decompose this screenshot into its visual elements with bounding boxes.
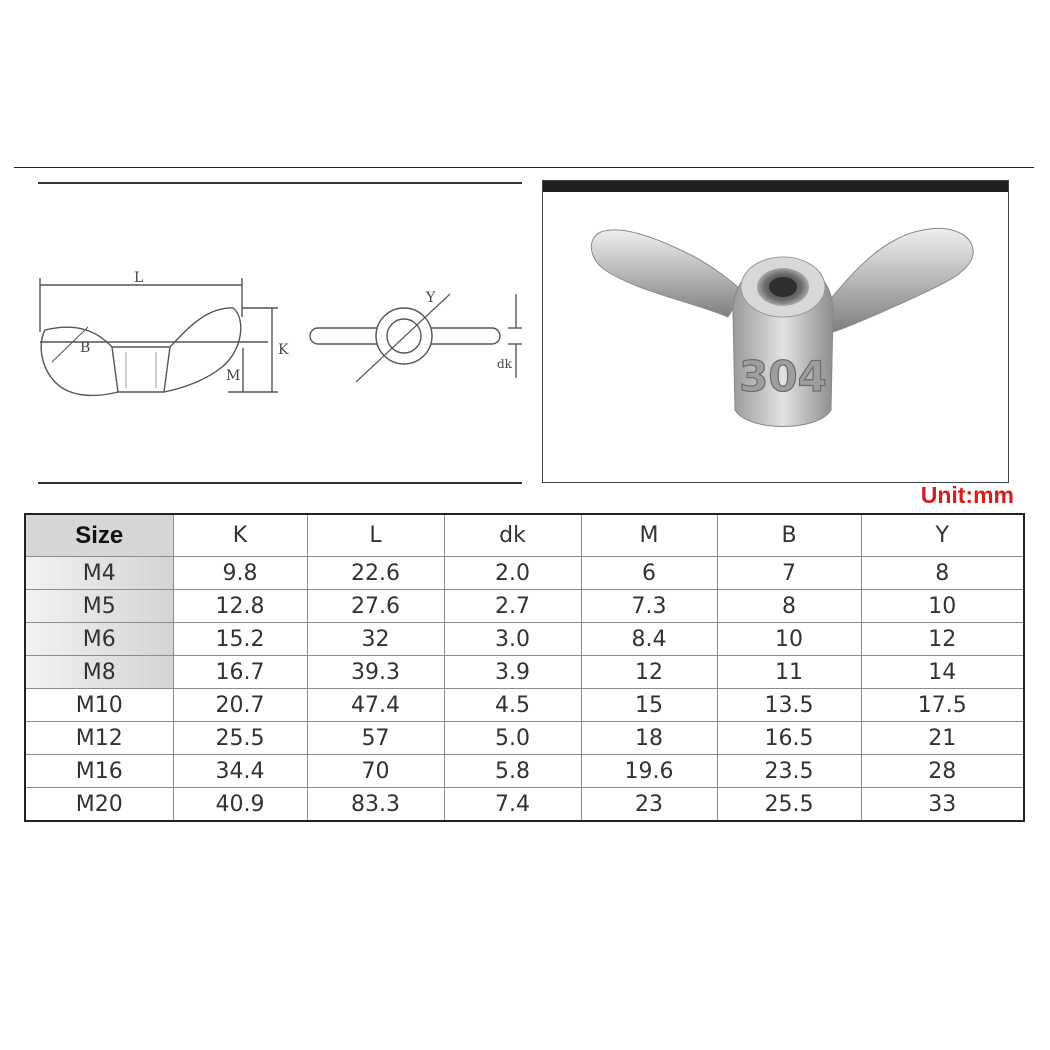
table-row: [25, 722, 1024, 755]
label-B: B: [80, 340, 91, 356]
cell-K: 40.9: [173, 788, 307, 822]
cell-size: M12: [25, 722, 173, 755]
cell-L: 39.3: [307, 656, 444, 689]
nut-body-front: [112, 347, 170, 392]
cell-L: 27.6: [307, 590, 444, 623]
cell-Y: 21: [861, 722, 1024, 755]
table-row: [25, 656, 1024, 689]
table-row: [25, 590, 1024, 623]
cell-K: 15.2: [173, 623, 307, 656]
label-L: L: [134, 270, 144, 286]
cell-L: 22.6: [307, 557, 444, 590]
cell-Y: 14: [861, 656, 1024, 689]
header-dk: dk: [444, 514, 581, 557]
stamp-text: 304: [739, 352, 827, 401]
header-K: K: [173, 514, 307, 557]
header-size: Size: [25, 514, 173, 557]
cell-B: 16.5: [717, 722, 861, 755]
cell-M: 12: [581, 656, 717, 689]
table-row: [25, 755, 1024, 788]
table-row: [25, 788, 1024, 822]
cell-size: M8: [25, 656, 173, 689]
cell-dk: 2.7: [444, 590, 581, 623]
cell-L: 57: [307, 722, 444, 755]
top-divider: [14, 167, 1034, 168]
header-B: B: [717, 514, 861, 557]
cell-dk: 5.8: [444, 755, 581, 788]
header-L: L: [307, 514, 444, 557]
cell-K: 20.7: [173, 689, 307, 722]
cell-B: 11: [717, 656, 861, 689]
cell-dk: 4.5: [444, 689, 581, 722]
cell-B: 8: [717, 590, 861, 623]
spec-table: [24, 513, 1025, 822]
cell-size: M6: [25, 623, 173, 656]
cell-dk: 5.0: [444, 722, 581, 755]
cell-dk: 2.0: [444, 557, 581, 590]
cell-M: 23: [581, 788, 717, 822]
header-M: M: [581, 514, 717, 557]
cell-Y: 17.5: [861, 689, 1024, 722]
table-row: [25, 623, 1024, 656]
cell-B: 10: [717, 623, 861, 656]
cell-K: 34.4: [173, 755, 307, 788]
cell-Y: 28: [861, 755, 1024, 788]
cell-size: M16: [25, 755, 173, 788]
table-header-row: [25, 514, 1024, 557]
wing-nut-photo: [543, 192, 1008, 482]
cell-M: 7.3: [581, 590, 717, 623]
cell-size: M4: [25, 557, 173, 590]
label-dk: dk: [497, 357, 512, 371]
unit-label: Unit:mm: [920, 482, 1014, 508]
cell-B: 13.5: [717, 689, 861, 722]
cell-size: M10: [25, 689, 173, 722]
cell-M: 19.6: [581, 755, 717, 788]
table-row: [25, 557, 1024, 590]
header-Y: Y: [861, 514, 1024, 557]
cell-L: 70: [307, 755, 444, 788]
product-photo: [542, 180, 1009, 483]
cell-M: 6: [581, 557, 717, 590]
table-row: [25, 689, 1024, 722]
wing-nut-diagram: [38, 182, 522, 484]
label-K: K: [278, 342, 289, 358]
cell-B: 25.5: [717, 788, 861, 822]
cell-K: 12.8: [173, 590, 307, 623]
cell-L: 83.3: [307, 788, 444, 822]
cell-size: M20: [25, 788, 173, 822]
cell-Y: 8: [861, 557, 1024, 590]
cell-B: 23.5: [717, 755, 861, 788]
photo-top-band: [543, 181, 1008, 192]
cell-dk: 7.4: [444, 788, 581, 822]
diagram-drawing: [38, 182, 522, 484]
cell-K: 9.8: [173, 557, 307, 590]
cell-M: 15: [581, 689, 717, 722]
cell-M: 8.4: [581, 623, 717, 656]
cell-L: 47.4: [307, 689, 444, 722]
label-Y: Y: [426, 290, 436, 306]
cell-Y: 10: [861, 590, 1024, 623]
cell-size: M5: [25, 590, 173, 623]
cell-Y: 12: [861, 623, 1024, 656]
cell-L: 32: [307, 623, 444, 656]
label-M: M: [226, 368, 241, 384]
cell-dk: 3.9: [444, 656, 581, 689]
cell-M: 18: [581, 722, 717, 755]
cell-Y: 33: [861, 788, 1024, 822]
cell-K: 25.5: [173, 722, 307, 755]
cell-B: 7: [717, 557, 861, 590]
cell-K: 16.7: [173, 656, 307, 689]
cell-dk: 3.0: [444, 623, 581, 656]
